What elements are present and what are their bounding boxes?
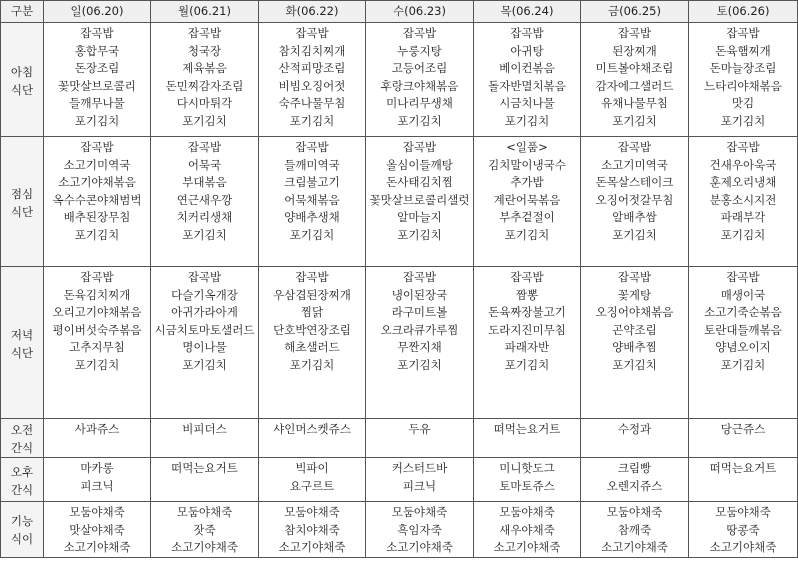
morning-snack-cell	[259, 419, 366, 458]
menu-item: 시금치토마토샐러드	[154, 322, 255, 337]
menu-item: 유채나물무침	[601, 96, 668, 110]
lunch-cell	[366, 137, 474, 267]
morning-snack-cell	[581, 419, 689, 458]
menu-item: 피크닉	[80, 478, 114, 493]
day-header-mon: 월(06.21)	[151, 1, 259, 23]
menu-item: 무짠지채	[397, 340, 442, 354]
menu-item: 파래부각	[720, 210, 766, 224]
menu-item: 꽃맛살브로콜리샐럿	[369, 192, 470, 207]
menu-item: 숙주나물무침	[278, 96, 346, 110]
menu-item: 떠먹는요거트	[493, 422, 561, 436]
menu-item: 분홍소시지전	[709, 192, 777, 207]
special-diet-cell	[474, 502, 581, 558]
menu-item: 잡곡밥	[726, 270, 760, 284]
menu-item: 포기김치	[182, 113, 227, 128]
menu-item: 소고기야채볶음	[58, 175, 136, 189]
menu-item: 포기김치	[720, 227, 766, 242]
afternoon-snack-cell	[151, 458, 259, 502]
menu-item: 알배추쌈	[612, 210, 657, 224]
menu-item: 잡곡밥	[187, 270, 222, 284]
menu-item: 잡곡밥	[617, 270, 652, 284]
menu-item: 제육볶음	[182, 61, 227, 75]
menu-item: 포기김치	[74, 113, 120, 128]
menu-item: 모둠야채죽	[715, 505, 771, 519]
menu-item: 산적피망조림	[278, 61, 346, 75]
menu-item: 포기김치	[504, 113, 550, 128]
menu-item: 소고기죽순볶음	[704, 305, 782, 319]
menu-item: 포기김치	[612, 357, 657, 372]
menu-item: 오징어젓갈무침	[595, 192, 674, 207]
morning-snack-cell	[44, 419, 151, 458]
day-header-sat: 토(06.26)	[689, 1, 798, 23]
morning-snack-cell	[474, 419, 581, 458]
menu-item: 맛살야채죽	[69, 522, 125, 537]
menu-item: 명이나물	[182, 340, 227, 354]
day-header-tue: 화(06.22)	[259, 1, 366, 23]
morning-snack-cell	[151, 419, 259, 458]
dinner-cell	[151, 267, 259, 419]
menu-item: 미트볼야채조림	[595, 61, 674, 75]
menu-item: 커스터드바	[391, 461, 448, 475]
menu-item: 포기김치	[720, 357, 766, 372]
menu-item: 잣죽	[193, 522, 216, 537]
lunch-cell	[259, 137, 366, 267]
menu-item: 청국장	[187, 43, 222, 58]
menu-item: 부대볶음	[182, 175, 227, 189]
menu-item: 돌자반멸치볶음	[488, 78, 566, 93]
menu-item: 짬뽕	[515, 287, 539, 302]
menu-item: 소고기야채죽	[386, 540, 453, 554]
menu-item: 홍합무국	[74, 43, 120, 58]
day-header-thu: 목(06.24)	[474, 1, 581, 23]
menu-item: 추가밥	[510, 175, 544, 189]
lunch-cell	[689, 137, 798, 267]
breakfast-cell	[151, 23, 259, 137]
special-diet-row	[1, 502, 798, 558]
menu-item: 잡곡밥	[617, 140, 652, 154]
menu-item: 새우야채죽	[499, 522, 555, 537]
menu-item: 아귀탕	[510, 43, 544, 58]
menu-item: 크림불고기	[284, 175, 340, 189]
menu-item: 돈육짜장불고기	[488, 305, 566, 319]
menu-item: 잡곡밥	[187, 26, 222, 40]
menu-item: 잡곡밥	[295, 26, 329, 40]
menu-item: 돈목살스테이크	[595, 175, 674, 189]
menu-item: 들깨미역국	[284, 157, 340, 172]
day-header-sun: 일(06.20)	[44, 1, 151, 23]
menu-item: 양배추생채	[284, 210, 340, 224]
menu-item: 평이버섯숙주볶음	[52, 322, 142, 337]
menu-item: 포기김치	[289, 113, 335, 128]
menu-item: 오리고기야채볶음	[52, 305, 142, 319]
menu-item: 포기김치	[397, 113, 442, 128]
menu-item: 땅콩죽	[726, 522, 760, 537]
special-diet-cell	[44, 502, 151, 558]
menu-item: 건새우아욱국	[709, 157, 777, 172]
menu-item: 잡곡밥	[402, 26, 437, 40]
menu-item: 모둠야채죽	[606, 505, 663, 519]
lunch-label	[1, 137, 44, 267]
dinner-cell	[581, 267, 689, 419]
menu-item: 계란어묵볶음	[493, 192, 561, 207]
row-label-line: 간식	[10, 441, 34, 455]
menu-item: 떠먹는요거트	[709, 461, 777, 475]
afternoon-snack-cell	[44, 458, 151, 502]
lunch-row	[1, 137, 798, 267]
menu-item: 비빔오징어젓	[278, 78, 346, 93]
morning-snack-label	[1, 419, 44, 458]
breakfast-row	[1, 23, 798, 137]
menu-item: 소고기미역국	[601, 157, 668, 172]
menu-item: 소고기야채죽	[63, 540, 131, 554]
menu-item: 양념오이지	[715, 340, 771, 354]
special-diet-cell	[259, 502, 366, 558]
menu-item: 오크라큐가루찜	[380, 322, 459, 337]
header-row	[1, 1, 798, 23]
row-label-line: 식단	[10, 82, 34, 97]
menu-item: 두유	[408, 422, 431, 436]
menu-item: 옥수수콘야채범벅	[52, 192, 142, 207]
menu-item: 샤인머스켓쥬스	[273, 422, 351, 436]
row-label-line: 기능	[10, 514, 34, 529]
dinner-cell	[259, 267, 366, 419]
breakfast-cell	[259, 23, 366, 137]
menu-item: 라구미트볼	[391, 305, 448, 319]
menu-item: 파래자반	[504, 340, 550, 354]
dinner-row	[1, 267, 798, 419]
menu-item: 잡곡밥	[510, 270, 544, 284]
menu-item: 돈육김치찌개	[63, 287, 131, 302]
row-label-line: 오전	[10, 423, 34, 437]
menu-item: 고추지무침	[69, 340, 125, 354]
menu-item: 잡곡밥	[726, 140, 760, 154]
menu-item: 크림빵	[617, 461, 652, 475]
menu-item: 잡곡밥	[402, 270, 437, 284]
menu-item: 잡곡밥	[295, 270, 329, 284]
day-header-fri: 금(06.25)	[581, 1, 689, 23]
menu-item: 오렌지쥬스	[606, 478, 663, 493]
afternoon-snack-label	[1, 458, 44, 502]
lunch-cell	[151, 137, 259, 267]
menu-item: 해초샐러드	[284, 340, 340, 354]
menu-item: 참치김치찌개	[278, 43, 346, 58]
menu-item: 감자에그샐러드	[595, 78, 674, 93]
menu-item: 부추겉절이	[499, 210, 555, 224]
lunch-cell	[581, 137, 689, 267]
menu-item: 포기김치	[397, 227, 442, 242]
menu-item: 미니핫도그	[499, 461, 555, 475]
afternoon-snack-cell	[689, 458, 798, 502]
menu-item: 알마늘지	[397, 210, 442, 224]
menu-item: 어묵채볶음	[284, 192, 340, 207]
row-label-line: 점심	[10, 186, 34, 201]
menu-item: 잡곡밥	[187, 140, 222, 154]
row-label-line: 저녁	[10, 327, 34, 342]
afternoon-snack-cell	[581, 458, 689, 502]
menu-item: 소고기야채죽	[278, 540, 346, 554]
menu-item: 모둠야채죽	[284, 505, 340, 519]
row-label-line: 오후	[10, 464, 34, 479]
menu-item: 꽃맛살브로콜리	[58, 78, 136, 93]
breakfast-cell	[474, 23, 581, 137]
menu-item: 돈사태김치찜	[386, 175, 453, 189]
breakfast-cell	[581, 23, 689, 137]
dinner-label	[1, 267, 44, 419]
dinner-cell	[474, 267, 581, 419]
row-label-line: 식단	[10, 345, 34, 360]
menu-item: 시금치나물	[499, 96, 555, 110]
menu-item: 잡곡밥	[617, 26, 652, 40]
menu-item: 포기김치	[397, 357, 442, 372]
afternoon-snack-row	[1, 458, 798, 502]
menu-item: 흑임자죽	[397, 522, 442, 537]
menu-item: 토마토쥬스	[499, 478, 555, 493]
menu-item: <일품>	[506, 140, 548, 154]
menu-item: 마카롱	[80, 461, 114, 475]
menu-item: 들깨무나물	[69, 96, 125, 110]
afternoon-snack-cell	[474, 458, 581, 502]
menu-item: 토란대들깨볶음	[704, 322, 782, 337]
special-diet-cell	[366, 502, 474, 558]
breakfast-cell	[366, 23, 474, 137]
menu-item: 참치야채죽	[284, 522, 340, 537]
lunch-cell	[44, 137, 151, 267]
header-label: 구분	[1, 1, 44, 23]
morning-snack-row	[1, 419, 798, 458]
menu-item: 잡곡밥	[295, 140, 329, 154]
row-label-line: 아침	[10, 64, 34, 79]
menu-item: 잡곡밥	[726, 26, 760, 40]
menu-item: 치커리생채	[176, 210, 233, 224]
lunch-cell	[474, 137, 581, 267]
menu-item: 김치말이냉국수	[488, 157, 566, 172]
menu-item: 포기김치	[612, 113, 657, 128]
menu-item: 맛김	[731, 96, 755, 110]
menu-item: 잡곡밥	[80, 270, 114, 284]
menu-item: 도라지진미무침	[488, 322, 566, 337]
dinner-cell	[44, 267, 151, 419]
menu-item: 모둠야채죽	[391, 505, 448, 519]
menu-item: 냉이된장국	[391, 287, 448, 302]
menu-item: 피크닉	[402, 478, 437, 493]
menu-item: 단호박연장조림	[273, 322, 351, 337]
menu-item: 포기김치	[74, 357, 120, 372]
menu-item: 포기김치	[612, 227, 657, 242]
breakfast-cell	[44, 23, 151, 137]
special-diet-cell	[581, 502, 689, 558]
menu-item: 다슬기옥개장	[171, 287, 238, 302]
menu-item: 된장찌개	[612, 43, 657, 58]
row-label-line: 식이	[10, 532, 34, 547]
menu-item: 잡곡밥	[402, 140, 437, 154]
day-header-wed: 수(06.23)	[366, 1, 474, 23]
row-label-line: 식단	[10, 204, 34, 219]
menu-item: 소고기야채죽	[709, 540, 777, 554]
menu-item: 포기김치	[182, 227, 227, 242]
row-label-line: 간식	[10, 482, 34, 497]
menu-item: 올심이들깨탕	[386, 157, 453, 172]
menu-item: 아귀가라아게	[171, 305, 238, 319]
menu-item: 포기김치	[720, 113, 766, 128]
menu-item: 비피더스	[182, 422, 227, 436]
menu-item: 잡곡밥	[80, 140, 114, 154]
menu-item: 돈민찌감자조림	[165, 78, 244, 93]
menu-item: 모둠야채죽	[176, 505, 233, 519]
menu-item: 돈장조림	[74, 61, 120, 75]
menu-item: 후랑크야채볶음	[380, 78, 459, 93]
menu-item: 다시마튀각	[176, 96, 233, 110]
menu-item: 누룽지탕	[397, 43, 442, 58]
menu-item: 포기김치	[74, 227, 120, 242]
menu-item: 사과쥬스	[74, 422, 120, 436]
afternoon-snack-cell	[259, 458, 366, 502]
menu-item: 포기김치	[504, 227, 550, 242]
menu-item: 소고기야채죽	[493, 540, 561, 554]
menu-item: 포기김치	[289, 227, 335, 242]
special-diet-label	[1, 502, 44, 558]
menu-item: 포기김치	[504, 357, 550, 372]
menu-item: 소고기야채죽	[171, 540, 238, 554]
menu-item: 떠먹는요거트	[171, 461, 238, 475]
menu-item: 수정과	[617, 422, 652, 436]
morning-snack-cell	[689, 419, 798, 458]
menu-item: 배추된장무침	[63, 210, 131, 224]
menu-item: 포기김치	[289, 357, 335, 372]
menu-item: 당근쥬스	[720, 422, 766, 436]
menu-item: 잡곡밥	[510, 26, 544, 40]
breakfast-label	[1, 23, 44, 137]
menu-item: 미나리무생채	[386, 96, 453, 110]
menu-item: 소고기미역국	[63, 157, 131, 172]
menu-item: 꽃게탕	[617, 287, 652, 302]
menu-item: 느타리야채볶음	[704, 78, 782, 93]
dinner-cell	[689, 267, 798, 419]
menu-item: 소고기야채죽	[601, 540, 668, 554]
menu-item: 모둠야채죽	[499, 505, 555, 519]
afternoon-snack-cell	[366, 458, 474, 502]
menu-item: 우삼겹된장찌개	[273, 287, 351, 302]
special-diet-cell	[151, 502, 259, 558]
menu-item: 어묵국	[187, 157, 222, 172]
menu-item: 참깨죽	[617, 522, 652, 537]
breakfast-cell	[689, 23, 798, 137]
menu-item: 모둠야채죽	[69, 505, 125, 519]
menu-item: 훈제오리냉채	[709, 175, 777, 189]
menu-item: 찜닭	[300, 305, 324, 319]
menu-item: 돈마늘장조림	[709, 61, 777, 75]
menu-item: 오징어야채볶음	[595, 305, 674, 319]
menu-item: 포기김치	[182, 357, 227, 372]
morning-snack-cell	[366, 419, 474, 458]
dinner-cell	[366, 267, 474, 419]
menu-item: 곤약조림	[612, 322, 657, 337]
menu-item: 고등어조림	[391, 61, 448, 75]
menu-item: 빅파이	[295, 461, 329, 475]
menu-item: 매생이국	[720, 287, 766, 302]
menu-item: 연근새우깡	[176, 192, 233, 207]
menu-item: 양배추찜	[612, 340, 657, 354]
menu-item: 베이컨볶음	[499, 61, 555, 75]
menu-item: 요구르트	[289, 478, 335, 493]
menu-item: 잡곡밥	[80, 26, 114, 40]
menu-item: 돈육햄찌개	[715, 43, 771, 58]
special-diet-cell	[689, 502, 798, 558]
